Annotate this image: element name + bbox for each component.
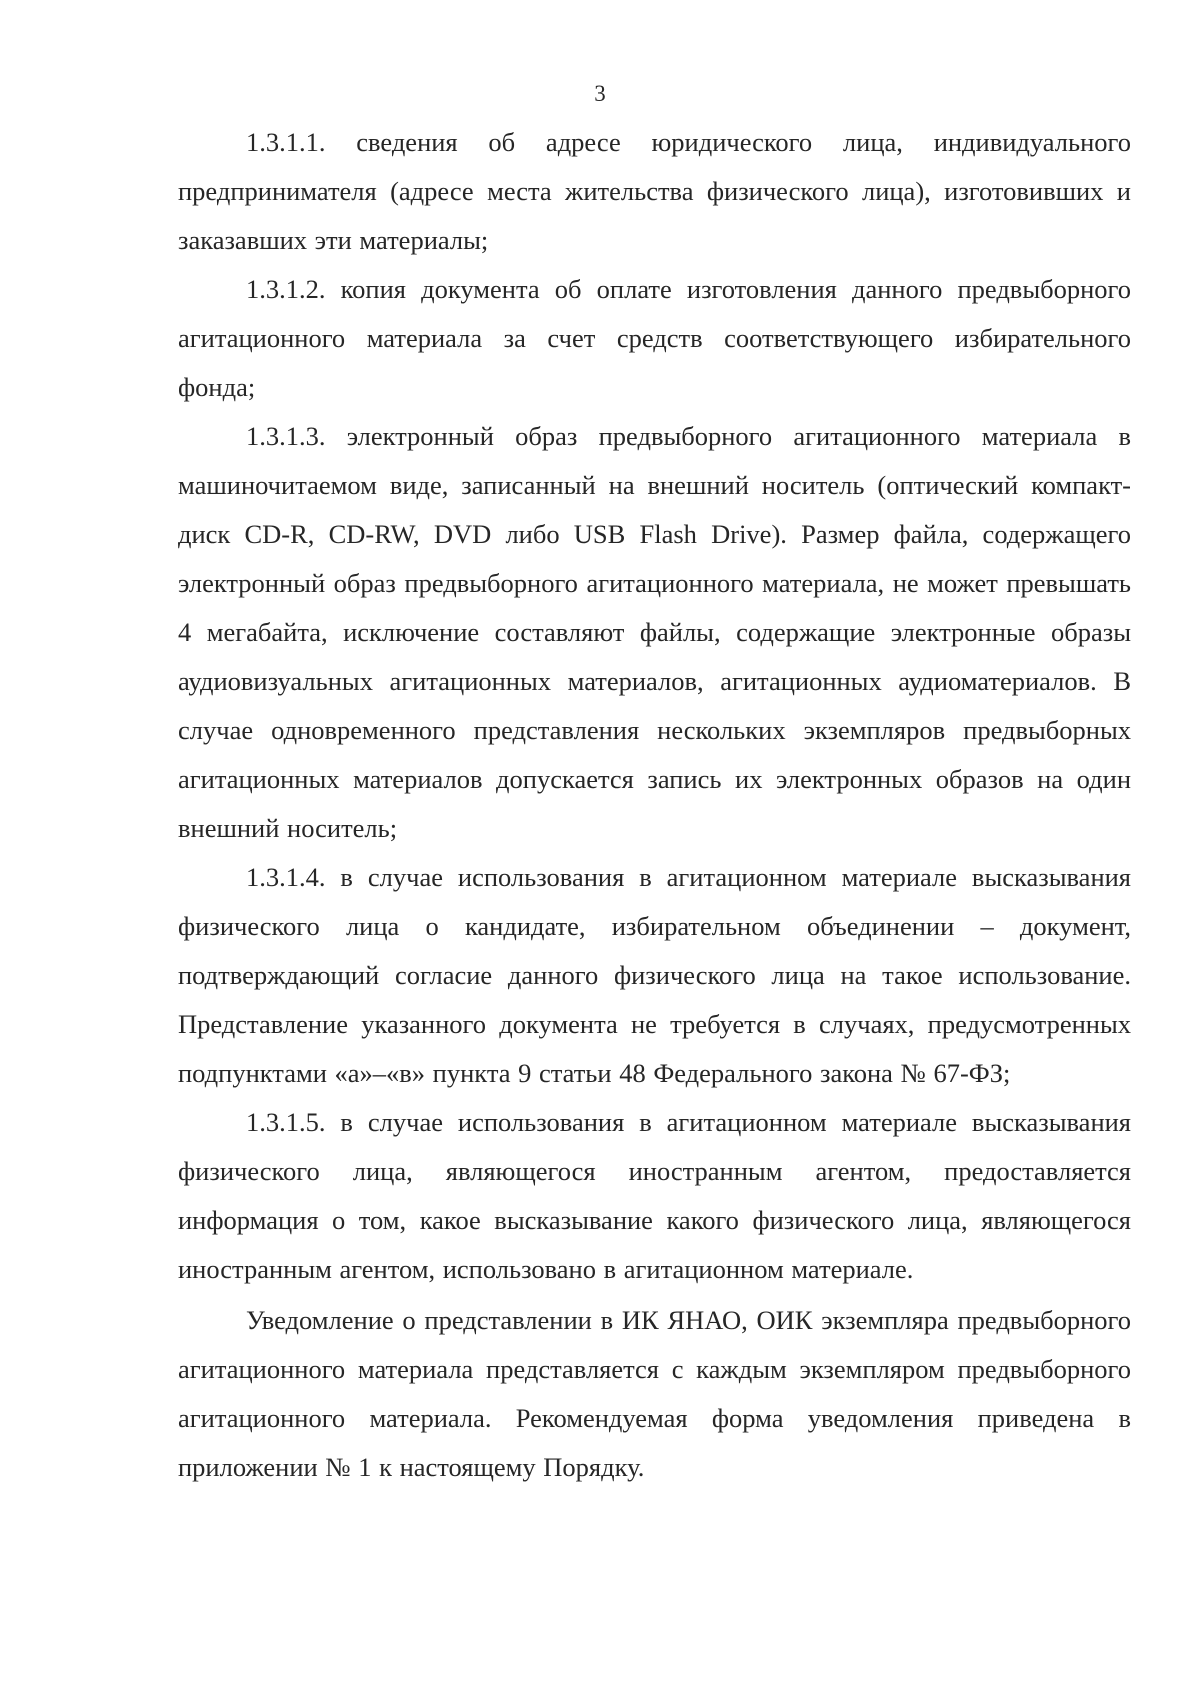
paragraph-1-3-1-2: 1.3.1.2. копия документа об оплате изготовления данного предвыборного агитационного материала за счет средств соответствующего избирательного фонда;: [178, 274, 1131, 402]
paragraph-1-3-1-5: 1.3.1.5. в случае использования в агитационном материале высказывания физического лица, являющегося иностранным агентом, предоставляется информация о том, какое высказывание какого физического лица, являющегося иностранным агентом, использовано в агитационном материале.: [178, 1107, 1131, 1284]
paragraph-1-3-1-4: 1.3.1.4. в случае использования в агитационном материале высказывания физического лица о кандидате, избирательном объединении – документ, подтверждающий согласие данного физического лица на такое использование. Представление указанного документа не требуется в случаях, предусмотренных подпунктами «а»–«в» пункта 9 статьи 48 Федерального закона № 67-ФЗ;: [178, 862, 1131, 1088]
page-number: 3: [594, 81, 606, 106]
paragraph-notice: Уведомление о представлении в ИК ЯНАО, ОИК экземпляра предвыборного агитационного материала представляется с каждым экземпляром предвыборного агитационного материала. Рекомендуемая форма уведомления приведена в приложении № 1 к настоящему Порядку.: [178, 1305, 1131, 1482]
paragraph-1-3-1-1: 1.3.1.1. сведения об адресе юридического лица, индивидуального предпринимателя (адресе места жительства физического лица), изготовивших и заказавших эти материалы;: [178, 127, 1131, 255]
paragraph-1-3-1-3: 1.3.1.3. электронный образ предвыборного агитационного материала в машиночитаемом виде, записанный на внешний носитель (оптический компакт-диск CD-R, CD-RW, DVD либо USB Flash Drive). Размер файла, содержащего электронный образ предвыборного агитационного материала, не может превышать 4 мегабайта, исключение составляют файлы, содержащие электронные образы аудиовизуальных агитационных материалов, агитационных аудиоматериалов. В случае одновременного представления нескольких экземпляров предвыборных агитационных материалов допускается запись их электронных образов на один внешний носитель;: [178, 421, 1131, 843]
document-body: [178, 118, 1131, 1492]
